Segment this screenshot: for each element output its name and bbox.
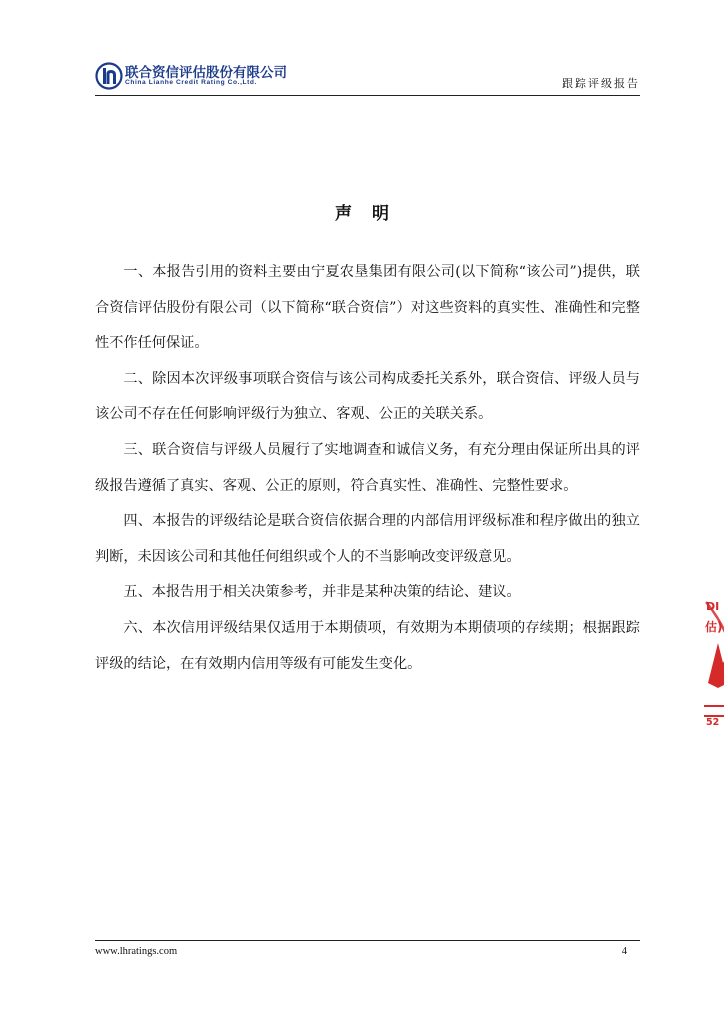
statement-paragraph-5: 五、本报告用于相关决策参考，并非是某种决策的结论、建议。 — [123, 584, 521, 601]
statement-paragraph-6: 六、本次信用评级结果仅适用于本期债项，有效期为本期债项的存续期；根据跟踪评级的结论，在有效期内信用等级有可能发生变化。 — [95, 619, 640, 672]
report-type: 跟踪评级报告 — [562, 77, 640, 90]
statement-paragraph-2: 二、除因本次评级事项联合资信与该公司构成委托关系外，联合资信、评级人员与该公司不存在任何影响评级行为独立、客观、公正的关联关系。 — [95, 370, 640, 423]
seal-fragment-bottom: 52 — [706, 717, 720, 728]
company-name-en: China Lianhe Credit Rating Co.,Ltd. — [125, 79, 257, 86]
statement-paragraph-3: 三、联合资信与评级人员履行了实地调查和诚信义务，有充分理由保证所出具的评级报告遵循了真实、客观、公正的原则，符合真实性、准确性、完整性要求。 — [95, 441, 640, 494]
seal-fragment-mid: 估) — [705, 620, 723, 634]
company-name-cn: 联合资信评估股份有限公司 — [125, 65, 287, 81]
seal-fragment-top: DI — [706, 600, 720, 613]
lianhe-logo-icon — [95, 62, 123, 90]
page-number: 4 — [621, 946, 627, 957]
statement-paragraph-4: 四、本报告的评级结论是联合资信依据合理的内部信用评级标准和程序做出的独立判断，未因该公司和其他任何组织或个人的不当影响改变评级意见。 — [95, 513, 640, 565]
statement-paragraph-1: 一、本报告引用的资料主要由宁夏农垦集团有限公司(以下简称“该公司”)提供，联合资信评估股份有限公司（以下简称“联合资信”）对这些资料的真实性、准确性和完整性不作任何保证。 — [95, 264, 640, 352]
company-seal-stamp — [704, 588, 724, 770]
footer-divider — [95, 940, 640, 941]
statement-body — [95, 255, 640, 682]
header-divider — [95, 95, 640, 96]
page-header — [95, 58, 640, 92]
footer-website-link[interactable]: www.lhratings.com — [95, 946, 178, 957]
page-title: 声明 — [335, 204, 409, 224]
